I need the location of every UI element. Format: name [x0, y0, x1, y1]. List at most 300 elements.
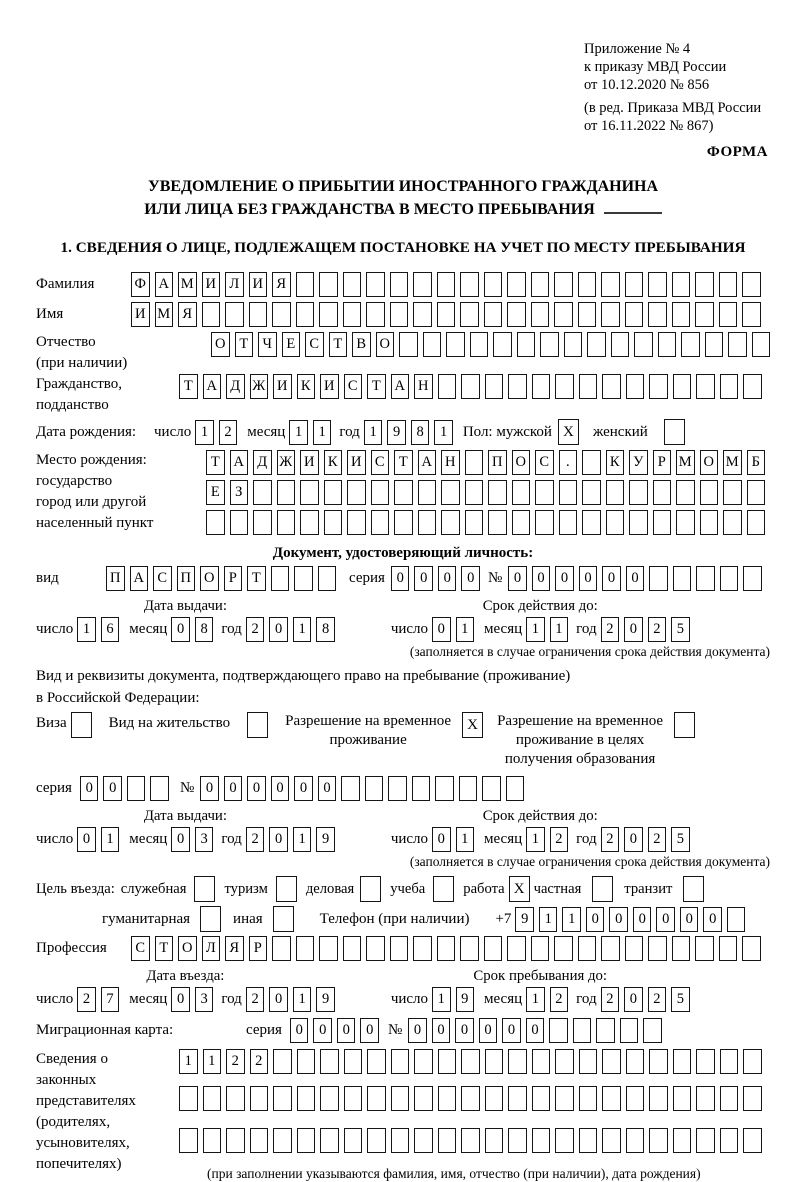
form-cell[interactable]: [517, 332, 536, 357]
form-cell[interactable]: [253, 480, 272, 505]
form-cell[interactable]: С: [131, 936, 150, 961]
form-cell[interactable]: 9: [456, 987, 475, 1012]
form-cell[interactable]: [672, 936, 691, 961]
form-cell[interactable]: И: [249, 272, 268, 297]
form-cell[interactable]: [343, 302, 362, 327]
form-cell[interactable]: 1: [526, 617, 545, 642]
purpose-official-checkbox[interactable]: [194, 876, 215, 902]
form-cell[interactable]: [555, 1128, 574, 1153]
form-cell[interactable]: [294, 566, 313, 591]
form-cell[interactable]: [344, 1086, 363, 1111]
form-cell[interactable]: [720, 1086, 739, 1111]
sex-female-checkbox[interactable]: [664, 419, 685, 445]
form-cell[interactable]: [437, 936, 456, 961]
form-cell[interactable]: 0: [624, 827, 643, 852]
form-cell[interactable]: Р: [653, 450, 672, 475]
form-cell[interactable]: [626, 374, 645, 399]
entry-year-cells[interactable]: [246, 987, 335, 1012]
form-cell[interactable]: [341, 776, 360, 801]
form-cell[interactable]: [508, 1049, 527, 1074]
form-cell[interactable]: 1: [293, 827, 312, 852]
form-cell[interactable]: [249, 302, 268, 327]
form-cell[interactable]: [535, 510, 554, 535]
surname-cells[interactable]: [131, 272, 761, 297]
form-cell[interactable]: [643, 1018, 662, 1043]
form-cell[interactable]: У: [629, 450, 648, 475]
form-cell[interactable]: [700, 510, 719, 535]
form-cell[interactable]: [602, 1086, 621, 1111]
form-cell[interactable]: [413, 302, 432, 327]
form-cell[interactable]: 0: [532, 566, 551, 591]
form-cell[interactable]: О: [700, 450, 719, 475]
form-cell[interactable]: [555, 1049, 574, 1074]
form-cell[interactable]: [649, 566, 668, 591]
form-cell[interactable]: [272, 936, 291, 961]
form-cell[interactable]: Б: [747, 450, 766, 475]
form-cell[interactable]: [320, 1086, 339, 1111]
birth-place-cells-row3[interactable]: [206, 510, 765, 535]
form-cell[interactable]: Т: [329, 332, 348, 357]
form-cell[interactable]: М: [723, 450, 742, 475]
form-cell[interactable]: [579, 374, 598, 399]
form-cell[interactable]: [206, 510, 225, 535]
form-cell[interactable]: [700, 480, 719, 505]
birth-month-cells[interactable]: [289, 420, 331, 445]
form-cell[interactable]: [743, 566, 762, 591]
form-cell[interactable]: [391, 1086, 410, 1111]
doc-expiry-year-cells[interactable]: [601, 617, 690, 642]
purpose-work-checkbox[interactable]: X: [509, 876, 530, 902]
form-cell[interactable]: [582, 480, 601, 505]
form-cell[interactable]: 0: [318, 776, 337, 801]
form-cell[interactable]: Я: [178, 302, 197, 327]
form-cell[interactable]: [296, 302, 315, 327]
form-cell[interactable]: [460, 302, 479, 327]
form-cell[interactable]: Д: [226, 374, 245, 399]
form-cell[interactable]: [318, 566, 337, 591]
form-cell[interactable]: 2: [550, 827, 569, 852]
form-cell[interactable]: [649, 374, 668, 399]
form-cell[interactable]: [485, 1128, 504, 1153]
form-cell[interactable]: 0: [290, 1018, 309, 1043]
form-cell[interactable]: [297, 1049, 316, 1074]
form-cell[interactable]: [540, 332, 559, 357]
form-cell[interactable]: [399, 332, 418, 357]
form-cell[interactable]: 1: [456, 827, 475, 852]
form-cell[interactable]: [460, 936, 479, 961]
form-cell[interactable]: 1: [562, 907, 581, 932]
form-cell[interactable]: [414, 1128, 433, 1153]
form-cell[interactable]: [418, 510, 437, 535]
form-cell[interactable]: [752, 332, 771, 357]
form-cell[interactable]: [388, 776, 407, 801]
form-cell[interactable]: [461, 1049, 480, 1074]
form-cell[interactable]: Е: [206, 480, 225, 505]
form-cell[interactable]: [573, 1018, 592, 1043]
residence-permit-checkbox[interactable]: [247, 712, 268, 738]
form-cell[interactable]: [226, 1086, 245, 1111]
form-cell[interactable]: [367, 1049, 386, 1074]
form-cell[interactable]: 2: [648, 987, 667, 1012]
form-cell[interactable]: [602, 1049, 621, 1074]
form-cell[interactable]: [723, 510, 742, 535]
form-cell[interactable]: 0: [269, 987, 288, 1012]
doc-issue-day-cells[interactable]: [77, 617, 119, 642]
form-cell[interactable]: И: [320, 374, 339, 399]
form-cell[interactable]: [606, 510, 625, 535]
form-cell[interactable]: [507, 302, 526, 327]
representatives-cells-row3[interactable]: [179, 1128, 762, 1153]
form-cell[interactable]: [508, 1086, 527, 1111]
form-cell[interactable]: [626, 1086, 645, 1111]
form-cell[interactable]: [488, 480, 507, 505]
form-cell[interactable]: [413, 272, 432, 297]
form-cell[interactable]: [297, 1086, 316, 1111]
doc-issue-year-cells[interactable]: [246, 617, 335, 642]
form-cell[interactable]: К: [606, 450, 625, 475]
form-cell[interactable]: [367, 1128, 386, 1153]
form-cell[interactable]: 3: [195, 827, 214, 852]
residence-expiry-day-cells[interactable]: [432, 827, 474, 852]
form-cell[interactable]: [532, 1049, 551, 1074]
form-cell[interactable]: [720, 374, 739, 399]
representatives-cells-row2[interactable]: [179, 1086, 762, 1111]
form-cell[interactable]: [626, 1128, 645, 1153]
form-cell[interactable]: И: [273, 374, 292, 399]
form-cell[interactable]: 5: [671, 987, 690, 1012]
form-cell[interactable]: [391, 1049, 410, 1074]
form-cell[interactable]: [587, 332, 606, 357]
birth-place-cells-row1[interactable]: [206, 450, 765, 475]
form-cell[interactable]: Р: [249, 936, 268, 961]
form-cell[interactable]: .: [559, 450, 578, 475]
form-cell[interactable]: А: [418, 450, 437, 475]
form-cell[interactable]: [465, 510, 484, 535]
form-cell[interactable]: 0: [408, 1018, 427, 1043]
form-cell[interactable]: Ж: [250, 374, 269, 399]
form-cell[interactable]: 0: [247, 776, 266, 801]
form-cell[interactable]: 2: [601, 827, 620, 852]
form-cell[interactable]: 2: [246, 827, 265, 852]
visa-checkbox[interactable]: [71, 712, 92, 738]
doc-number-cells[interactable]: [508, 566, 762, 591]
form-cell[interactable]: [150, 776, 169, 801]
patronymic-cells[interactable]: [211, 332, 770, 357]
form-cell[interactable]: С: [153, 566, 172, 591]
form-cell[interactable]: [485, 1086, 504, 1111]
form-cell[interactable]: 2: [77, 987, 96, 1012]
residence-issue-day-cells[interactable]: [77, 827, 119, 852]
form-cell[interactable]: 0: [656, 907, 675, 932]
form-cell[interactable]: 1: [289, 420, 308, 445]
form-cell[interactable]: [343, 272, 362, 297]
form-cell[interactable]: 2: [601, 987, 620, 1012]
form-cell[interactable]: [507, 936, 526, 961]
form-cell[interactable]: 5: [671, 827, 690, 852]
form-cell[interactable]: [625, 272, 644, 297]
representatives-cells-row1[interactable]: [179, 1049, 762, 1074]
form-cell[interactable]: Л: [225, 272, 244, 297]
form-cell[interactable]: [488, 510, 507, 535]
form-cell[interactable]: 1: [526, 827, 545, 852]
form-cell[interactable]: П: [177, 566, 196, 591]
form-cell[interactable]: [390, 302, 409, 327]
purpose-humanitarian-checkbox[interactable]: [200, 906, 221, 932]
form-cell[interactable]: 0: [602, 566, 621, 591]
form-cell[interactable]: 0: [269, 617, 288, 642]
form-cell[interactable]: [648, 302, 667, 327]
form-cell[interactable]: [743, 1128, 762, 1153]
form-cell[interactable]: С: [344, 374, 363, 399]
form-cell[interactable]: [696, 1128, 715, 1153]
form-cell[interactable]: 0: [103, 776, 122, 801]
form-cell[interactable]: [484, 302, 503, 327]
form-cell[interactable]: [649, 1128, 668, 1153]
form-cell[interactable]: Я: [225, 936, 244, 961]
form-cell[interactable]: 0: [680, 907, 699, 932]
form-cell[interactable]: 8: [316, 617, 335, 642]
form-cell[interactable]: [625, 302, 644, 327]
form-cell[interactable]: О: [376, 332, 395, 357]
form-cell[interactable]: [554, 302, 573, 327]
form-cell[interactable]: [723, 480, 742, 505]
form-cell[interactable]: Ф: [131, 272, 150, 297]
form-cell[interactable]: 0: [391, 566, 410, 591]
form-cell[interactable]: Т: [206, 450, 225, 475]
form-cell[interactable]: О: [178, 936, 197, 961]
form-cell[interactable]: [696, 374, 715, 399]
form-cell[interactable]: [324, 480, 343, 505]
form-cell[interactable]: [728, 332, 747, 357]
stay-month-cells[interactable]: [526, 987, 568, 1012]
form-cell[interactable]: [484, 936, 503, 961]
form-cell[interactable]: [648, 936, 667, 961]
form-cell[interactable]: [438, 1128, 457, 1153]
form-cell[interactable]: 2: [246, 987, 265, 1012]
form-cell[interactable]: [620, 1018, 639, 1043]
form-cell[interactable]: 0: [432, 827, 451, 852]
form-cell[interactable]: 5: [671, 617, 690, 642]
form-cell[interactable]: 1: [432, 987, 451, 1012]
form-cell[interactable]: 0: [171, 987, 190, 1012]
form-cell[interactable]: 0: [224, 776, 243, 801]
form-cell[interactable]: [271, 566, 290, 591]
form-cell[interactable]: 3: [195, 987, 214, 1012]
form-cell[interactable]: 0: [526, 1018, 545, 1043]
form-cell[interactable]: [438, 1086, 457, 1111]
form-cell[interactable]: [720, 1049, 739, 1074]
form-cell[interactable]: 7: [101, 987, 120, 1012]
form-cell[interactable]: [559, 510, 578, 535]
form-cell[interactable]: [602, 1128, 621, 1153]
form-cell[interactable]: Я: [272, 272, 291, 297]
form-cell[interactable]: [344, 1049, 363, 1074]
form-cell[interactable]: [720, 1128, 739, 1153]
form-cell[interactable]: [412, 776, 431, 801]
purpose-business-checkbox[interactable]: [360, 876, 381, 902]
form-cell[interactable]: 1: [293, 987, 312, 1012]
form-cell[interactable]: О: [200, 566, 219, 591]
form-cell[interactable]: [532, 374, 551, 399]
doc-series-cells[interactable]: [391, 566, 480, 591]
form-cell[interactable]: А: [391, 374, 410, 399]
form-cell[interactable]: М: [178, 272, 197, 297]
form-cell[interactable]: [493, 332, 512, 357]
form-cell[interactable]: [367, 1086, 386, 1111]
form-cell[interactable]: [555, 1086, 574, 1111]
form-cell[interactable]: 1: [203, 1049, 222, 1074]
form-cell[interactable]: 0: [609, 907, 628, 932]
form-cell[interactable]: [347, 510, 366, 535]
form-cell[interactable]: 0: [508, 566, 527, 591]
form-cell[interactable]: [579, 1086, 598, 1111]
form-cell[interactable]: 0: [555, 566, 574, 591]
doc-expiry-month-cells[interactable]: [526, 617, 568, 642]
form-cell[interactable]: [365, 776, 384, 801]
form-cell[interactable]: [461, 1128, 480, 1153]
residence-expiry-month-cells[interactable]: [526, 827, 568, 852]
form-cell[interactable]: [743, 1086, 762, 1111]
form-cell[interactable]: И: [300, 450, 319, 475]
form-cell[interactable]: [743, 1049, 762, 1074]
form-cell[interactable]: 0: [461, 566, 480, 591]
purpose-transit-checkbox[interactable]: [683, 876, 704, 902]
form-cell[interactable]: [277, 510, 296, 535]
form-cell[interactable]: [461, 1086, 480, 1111]
form-cell[interactable]: [727, 907, 746, 932]
form-cell[interactable]: [531, 272, 550, 297]
form-cell[interactable]: 9: [316, 827, 335, 852]
form-cell[interactable]: 2: [246, 617, 265, 642]
form-cell[interactable]: Н: [414, 374, 433, 399]
form-cell[interactable]: [673, 566, 692, 591]
form-cell[interactable]: [532, 1128, 551, 1153]
form-cell[interactable]: [446, 332, 465, 357]
form-cell[interactable]: [695, 936, 714, 961]
form-cell[interactable]: [394, 480, 413, 505]
form-cell[interactable]: [437, 302, 456, 327]
form-cell[interactable]: [649, 1086, 668, 1111]
form-cell[interactable]: [413, 936, 432, 961]
form-cell[interactable]: Т: [155, 936, 174, 961]
form-cell[interactable]: [696, 566, 715, 591]
form-cell[interactable]: [179, 1086, 198, 1111]
form-cell[interactable]: [441, 480, 460, 505]
form-cell[interactable]: 2: [648, 617, 667, 642]
form-cell[interactable]: [435, 776, 454, 801]
birth-day-cells[interactable]: [195, 420, 237, 445]
form-cell[interactable]: [743, 374, 762, 399]
form-cell[interactable]: [531, 936, 550, 961]
form-cell[interactable]: [391, 1128, 410, 1153]
form-cell[interactable]: 0: [360, 1018, 379, 1043]
form-cell[interactable]: [390, 272, 409, 297]
form-cell[interactable]: [535, 480, 554, 505]
form-cell[interactable]: С: [371, 450, 390, 475]
form-cell[interactable]: [366, 936, 385, 961]
entry-month-cells[interactable]: [171, 987, 213, 1012]
stay-day-cells[interactable]: [432, 987, 474, 1012]
form-cell[interactable]: [719, 302, 738, 327]
form-cell[interactable]: [653, 510, 672, 535]
form-cell[interactable]: [602, 374, 621, 399]
form-cell[interactable]: Е: [282, 332, 301, 357]
form-cell[interactable]: 9: [387, 420, 406, 445]
form-cell[interactable]: 6: [101, 617, 120, 642]
form-cell[interactable]: И: [347, 450, 366, 475]
form-cell[interactable]: [695, 302, 714, 327]
stay-year-cells[interactable]: [601, 987, 690, 1012]
form-cell[interactable]: [719, 272, 738, 297]
form-cell[interactable]: 0: [502, 1018, 521, 1043]
form-cell[interactable]: 2: [219, 420, 238, 445]
form-cell[interactable]: 1: [195, 420, 214, 445]
form-cell[interactable]: 0: [294, 776, 313, 801]
form-cell[interactable]: [531, 302, 550, 327]
form-cell[interactable]: [555, 374, 574, 399]
form-cell[interactable]: [253, 510, 272, 535]
purpose-private-checkbox[interactable]: [592, 876, 613, 902]
form-cell[interactable]: В: [352, 332, 371, 357]
form-cell[interactable]: [250, 1128, 269, 1153]
form-cell[interactable]: [601, 302, 620, 327]
doc-kind-cells[interactable]: [106, 566, 336, 591]
form-cell[interactable]: [459, 776, 478, 801]
form-cell[interactable]: Н: [441, 450, 460, 475]
purpose-tourism-checkbox[interactable]: [276, 876, 297, 902]
form-cell[interactable]: 1: [77, 617, 96, 642]
form-cell[interactable]: [296, 936, 315, 961]
form-cell[interactable]: [578, 272, 597, 297]
form-cell[interactable]: Ж: [277, 450, 296, 475]
form-cell[interactable]: [549, 1018, 568, 1043]
form-cell[interactable]: Т: [235, 332, 254, 357]
form-cell[interactable]: 0: [200, 776, 219, 801]
form-cell[interactable]: [649, 1049, 668, 1074]
form-cell[interactable]: [742, 936, 761, 961]
form-cell[interactable]: [437, 272, 456, 297]
form-cell[interactable]: [179, 1128, 198, 1153]
form-cell[interactable]: [226, 1128, 245, 1153]
form-cell[interactable]: [347, 480, 366, 505]
form-cell[interactable]: [672, 302, 691, 327]
form-cell[interactable]: Ч: [258, 332, 277, 357]
form-cell[interactable]: [202, 302, 221, 327]
form-cell[interactable]: 1: [550, 617, 569, 642]
sex-male-checkbox[interactable]: X: [558, 419, 579, 445]
form-cell[interactable]: [272, 302, 291, 327]
form-cell[interactable]: [564, 332, 583, 357]
residence-issue-year-cells[interactable]: [246, 827, 335, 852]
birth-year-cells[interactable]: [364, 420, 453, 445]
form-cell[interactable]: 0: [432, 1018, 451, 1043]
form-cell[interactable]: 2: [226, 1049, 245, 1074]
form-cell[interactable]: [390, 936, 409, 961]
form-cell[interactable]: [658, 332, 677, 357]
form-cell[interactable]: [273, 1086, 292, 1111]
form-cell[interactable]: [629, 480, 648, 505]
form-cell[interactable]: К: [324, 450, 343, 475]
temp-permit-checkbox[interactable]: X: [462, 712, 483, 738]
form-cell[interactable]: 0: [313, 1018, 332, 1043]
residence-expiry-year-cells[interactable]: [601, 827, 690, 852]
form-cell[interactable]: 2: [250, 1049, 269, 1074]
form-cell[interactable]: [366, 272, 385, 297]
edu-permit-checkbox[interactable]: [674, 712, 695, 738]
form-cell[interactable]: Д: [253, 450, 272, 475]
form-cell[interactable]: 1: [434, 420, 453, 445]
form-cell[interactable]: [601, 272, 620, 297]
